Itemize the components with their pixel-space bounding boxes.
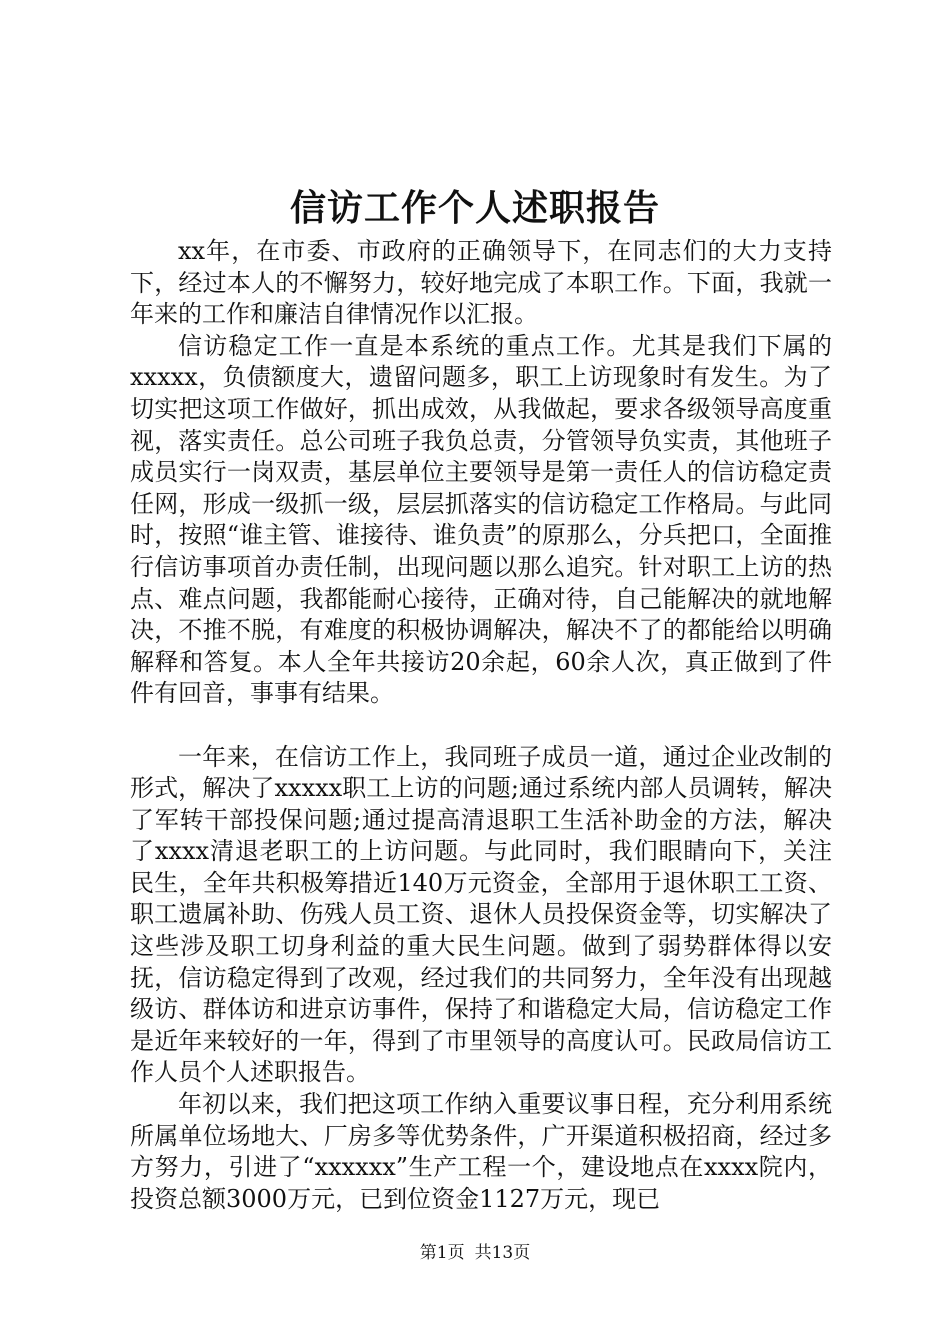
page-total: 共13页 [474, 1243, 531, 1263]
paragraph-intro: xx年，在市委、市政府的正确领导下，在同志们的大力支持下，经过本人的不懈努力，较好地完成了本职工作。下面，我就一年来的工作和廉洁自律情况作以汇报。 [130, 237, 832, 329]
page-number: 第1页 [419, 1243, 465, 1263]
paragraph-year-review: 一年来，在信访工作上，我同班子成员一道，通过企业改制的形式，解决了xxxxx职工上访的问题;通过系统内部人员调转，解决了军转干部投保问题;通过提高清退职工生活补助金的方法，解决了xxxx清退老职工的上访问题。与此同时，我们眼睛向下，关注民生，全年共积极筹措近140万元资金，全部用于退休职工工资、职工遗属补助、伤残人员工资、退休人员投保资金等，切实解决了这些涉及职工切身利益的重大民生问题。做到了弱势群体得以安抚，信访稳定得到了改观，经过我们的共同努力，全年没有出现越级访、群体访和进京访事件，保持了和谐稳定大局，信访稳定工作是近年来较好的一年，得到了市里领导的高度认可。民政局信访工作人员个人述职报告。 [130, 742, 832, 1087]
document-title: 信访工作个人述职报告 [289, 187, 660, 229]
paragraph-spacer [130, 710, 832, 742]
document-body [130, 236, 832, 1215]
paragraph-investment: 年初以来，我们把这项工作纳入重要议事日程，充分利用系统所属单位场地大、厂房多等优势条件，广开渠道积极招商，经过多方努力，引进了“xxxxxx”生产工程一个，建设地点在xxxx院内，投资总额3000万元，已到位资金1127万元，现已 [130, 1090, 832, 1213]
page-footer [0, 1241, 950, 1265]
paragraph-stability-work: 信访稳定工作一直是本系统的重点工作。尤其是我们下属的xxxxx，负债额度大，遗留问题多，职工上访现象时有发生。为了切实把这项工作做好，抓出成效，从我做起，要求各级领导高度重视，落实责任。总公司班子我负总责，分管领导负实责，其他班子成员实行一岗双责，基层单位主要领导是第一责任人的信访稳定责任网，形成一级抓一级，层层抓落实的信访稳定工作格局。与此同时，按照“谁主管、谁接待、谁负责”的原那么，分兵把口，全面推行信访事项首办责任制，出现问题以那么追究。针对职工上访的热点、难点问题，我都能耐心接待，正确对待，自己能解决的就地解决，不推不脱，有难度的积极协调解决，解决不了的都能给以明确解释和答复。本人全年共接访20余起，60余人次，真正做到了件件有回音，事事有结果。 [130, 331, 832, 708]
